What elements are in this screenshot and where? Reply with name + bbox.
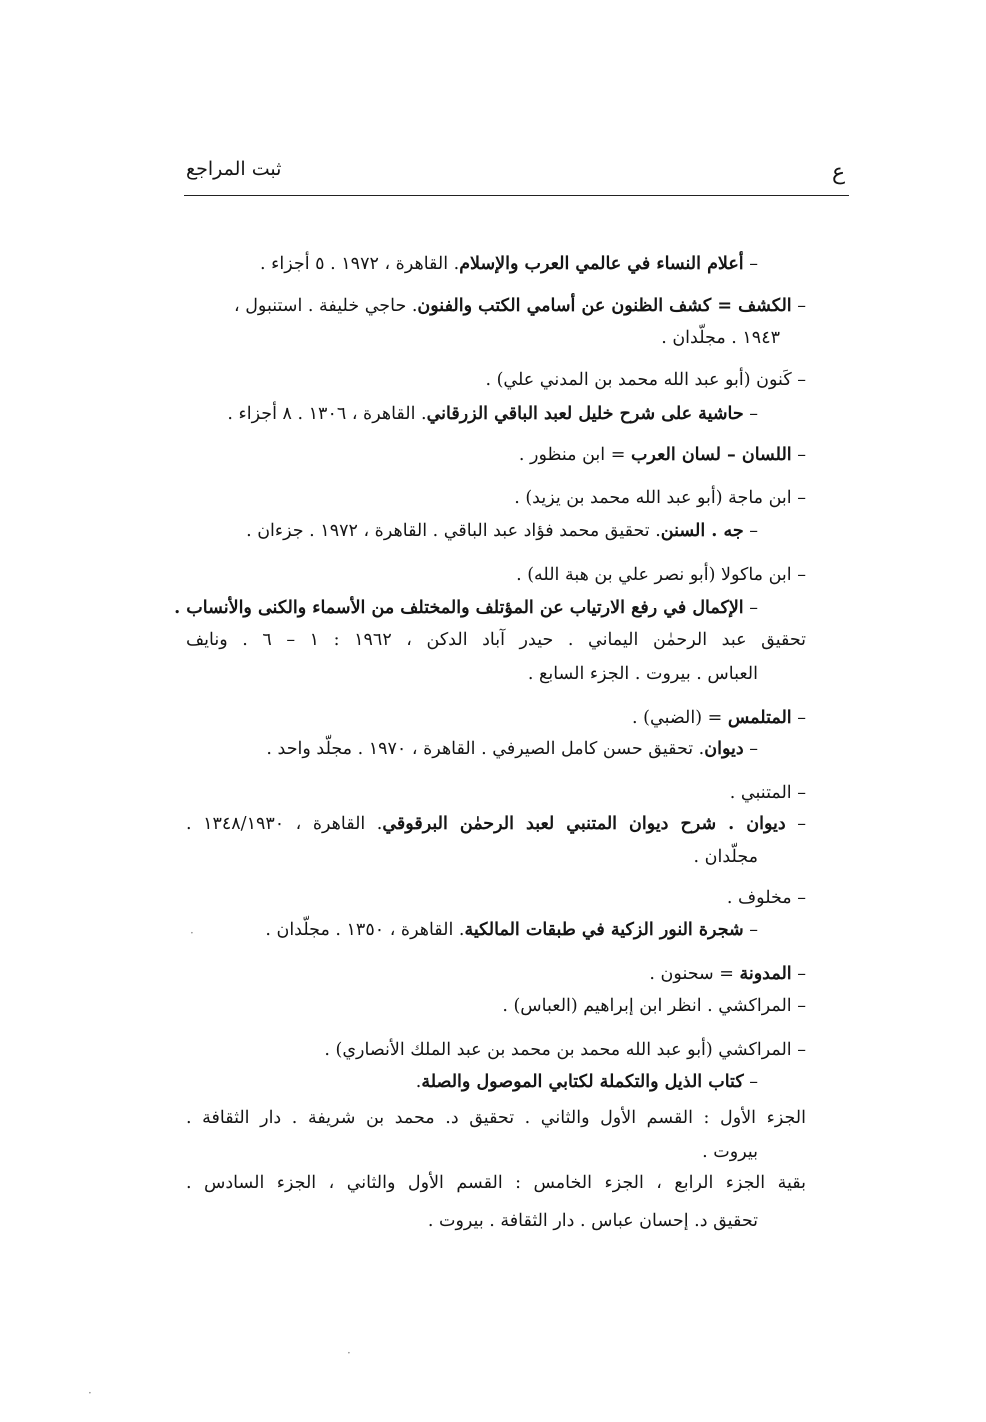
page-number: ع: [832, 160, 846, 185]
author-line: – ابن ماجة (أبو عبد الله محمد بن يزيد) .: [514, 488, 806, 508]
entry-line-cont: ١٩٤٣ . مجلّدان .: [661, 328, 780, 348]
entry-line: – ديوان. تحقيق حسن كامل الصيرفي . القاهرة ، ١٩٧٠ . مجلّد واحد .: [266, 739, 758, 759]
entry-line: – حاشية على شرح خليل لعبد الباقي الزرقاني. القاهرة ، ١٣٠٦ . ٨ أجزاء .: [227, 404, 758, 424]
author-line: – كَنون (أبو عبد الله محمد بن المدني علي) .: [485, 370, 806, 390]
entry-line: – الكشف = كشف الظنون عن أسامي الكتب والفنون. حاجي خليفة . استنبول ،: [234, 296, 806, 316]
author-line: – المراكشي . انظر ابن إبراهيم (العباس) .: [502, 996, 806, 1016]
author-line: – المتنبي .: [729, 783, 806, 803]
entry-line-cont: بيروت .: [702, 1142, 758, 1162]
entry-line: – اللسان – لسان العرب = ابن منظور .: [518, 445, 806, 465]
entry-line: – الإكمال في رفع الارتياب عن المؤتلف والمختلف من الأسماء والكنى والأنساب .: [174, 598, 758, 618]
entry-line: – شجرة النور الزكية في طبقات المالكية. القاهرة ، ١٣٥٠ . مجلّدان .: [265, 920, 758, 940]
entry-line-cont: الجزء الأول : القسم الأول والثاني . تحقيق د. محمد بن شريفة . دار الثقافة .: [186, 1108, 806, 1128]
author-line: – مخلوف .: [726, 888, 806, 908]
entry-line: – أعلام النساء في عالمي العرب والإسلام. القاهرة ، ١٩٧٢ . ٥ أجزاء .: [260, 254, 758, 274]
author-line: – ابن ماكولا (أبو نصر علي بن هبة الله) .: [516, 565, 806, 585]
entry-line: – كتاب الذيل والتكملة لكتابي الموصول والصلة.: [415, 1072, 758, 1092]
running-header-title: ثبت المراجع: [186, 158, 282, 180]
author-line: – المراكشي (أبو عبد الله محمد بن محمد بن عبد الملك الأنصاري) .: [324, 1040, 806, 1060]
header-rule: [184, 195, 849, 196]
entry-line-cont: تحقيق د. إحسان عباس . دار الثقافة . بيروت .: [427, 1211, 758, 1231]
entry-line-cont: بقية الجزء الرابع ، الجزء الخامس : القسم الأول والثاني ، الجزء السادس .: [186, 1173, 806, 1193]
scan-mark: ·: [190, 926, 194, 940]
entry-line-cont: العباس . بيروت . الجزء السابع .: [527, 664, 758, 684]
scan-mark: ·: [88, 1386, 92, 1400]
entry-line: – جه . السنن. تحقيق محمد فؤاد عبد الباقي . القاهرة ، ١٩٧٢ . جزءان .: [246, 521, 758, 541]
entry-line-cont: مجلّدان .: [693, 847, 758, 867]
entry-line: – ديوان . شرح ديوان المتنبي لعبد الرحمٰن البرقوقي. القاهرة ، ١٣٤٨/١٩٣٠ .: [186, 814, 806, 834]
entry-line-cont: تحقيق عبد الرحمٰن اليماني . حيدر آباد الدكن ، ١٩٦٢ : ١ – ٦ . ونايف: [186, 630, 807, 650]
author-line: – المتلمس = (الضبي) .: [632, 708, 806, 728]
entry-line: – المدونة = سحنون .: [649, 964, 806, 984]
scan-mark: ·: [347, 1346, 351, 1360]
